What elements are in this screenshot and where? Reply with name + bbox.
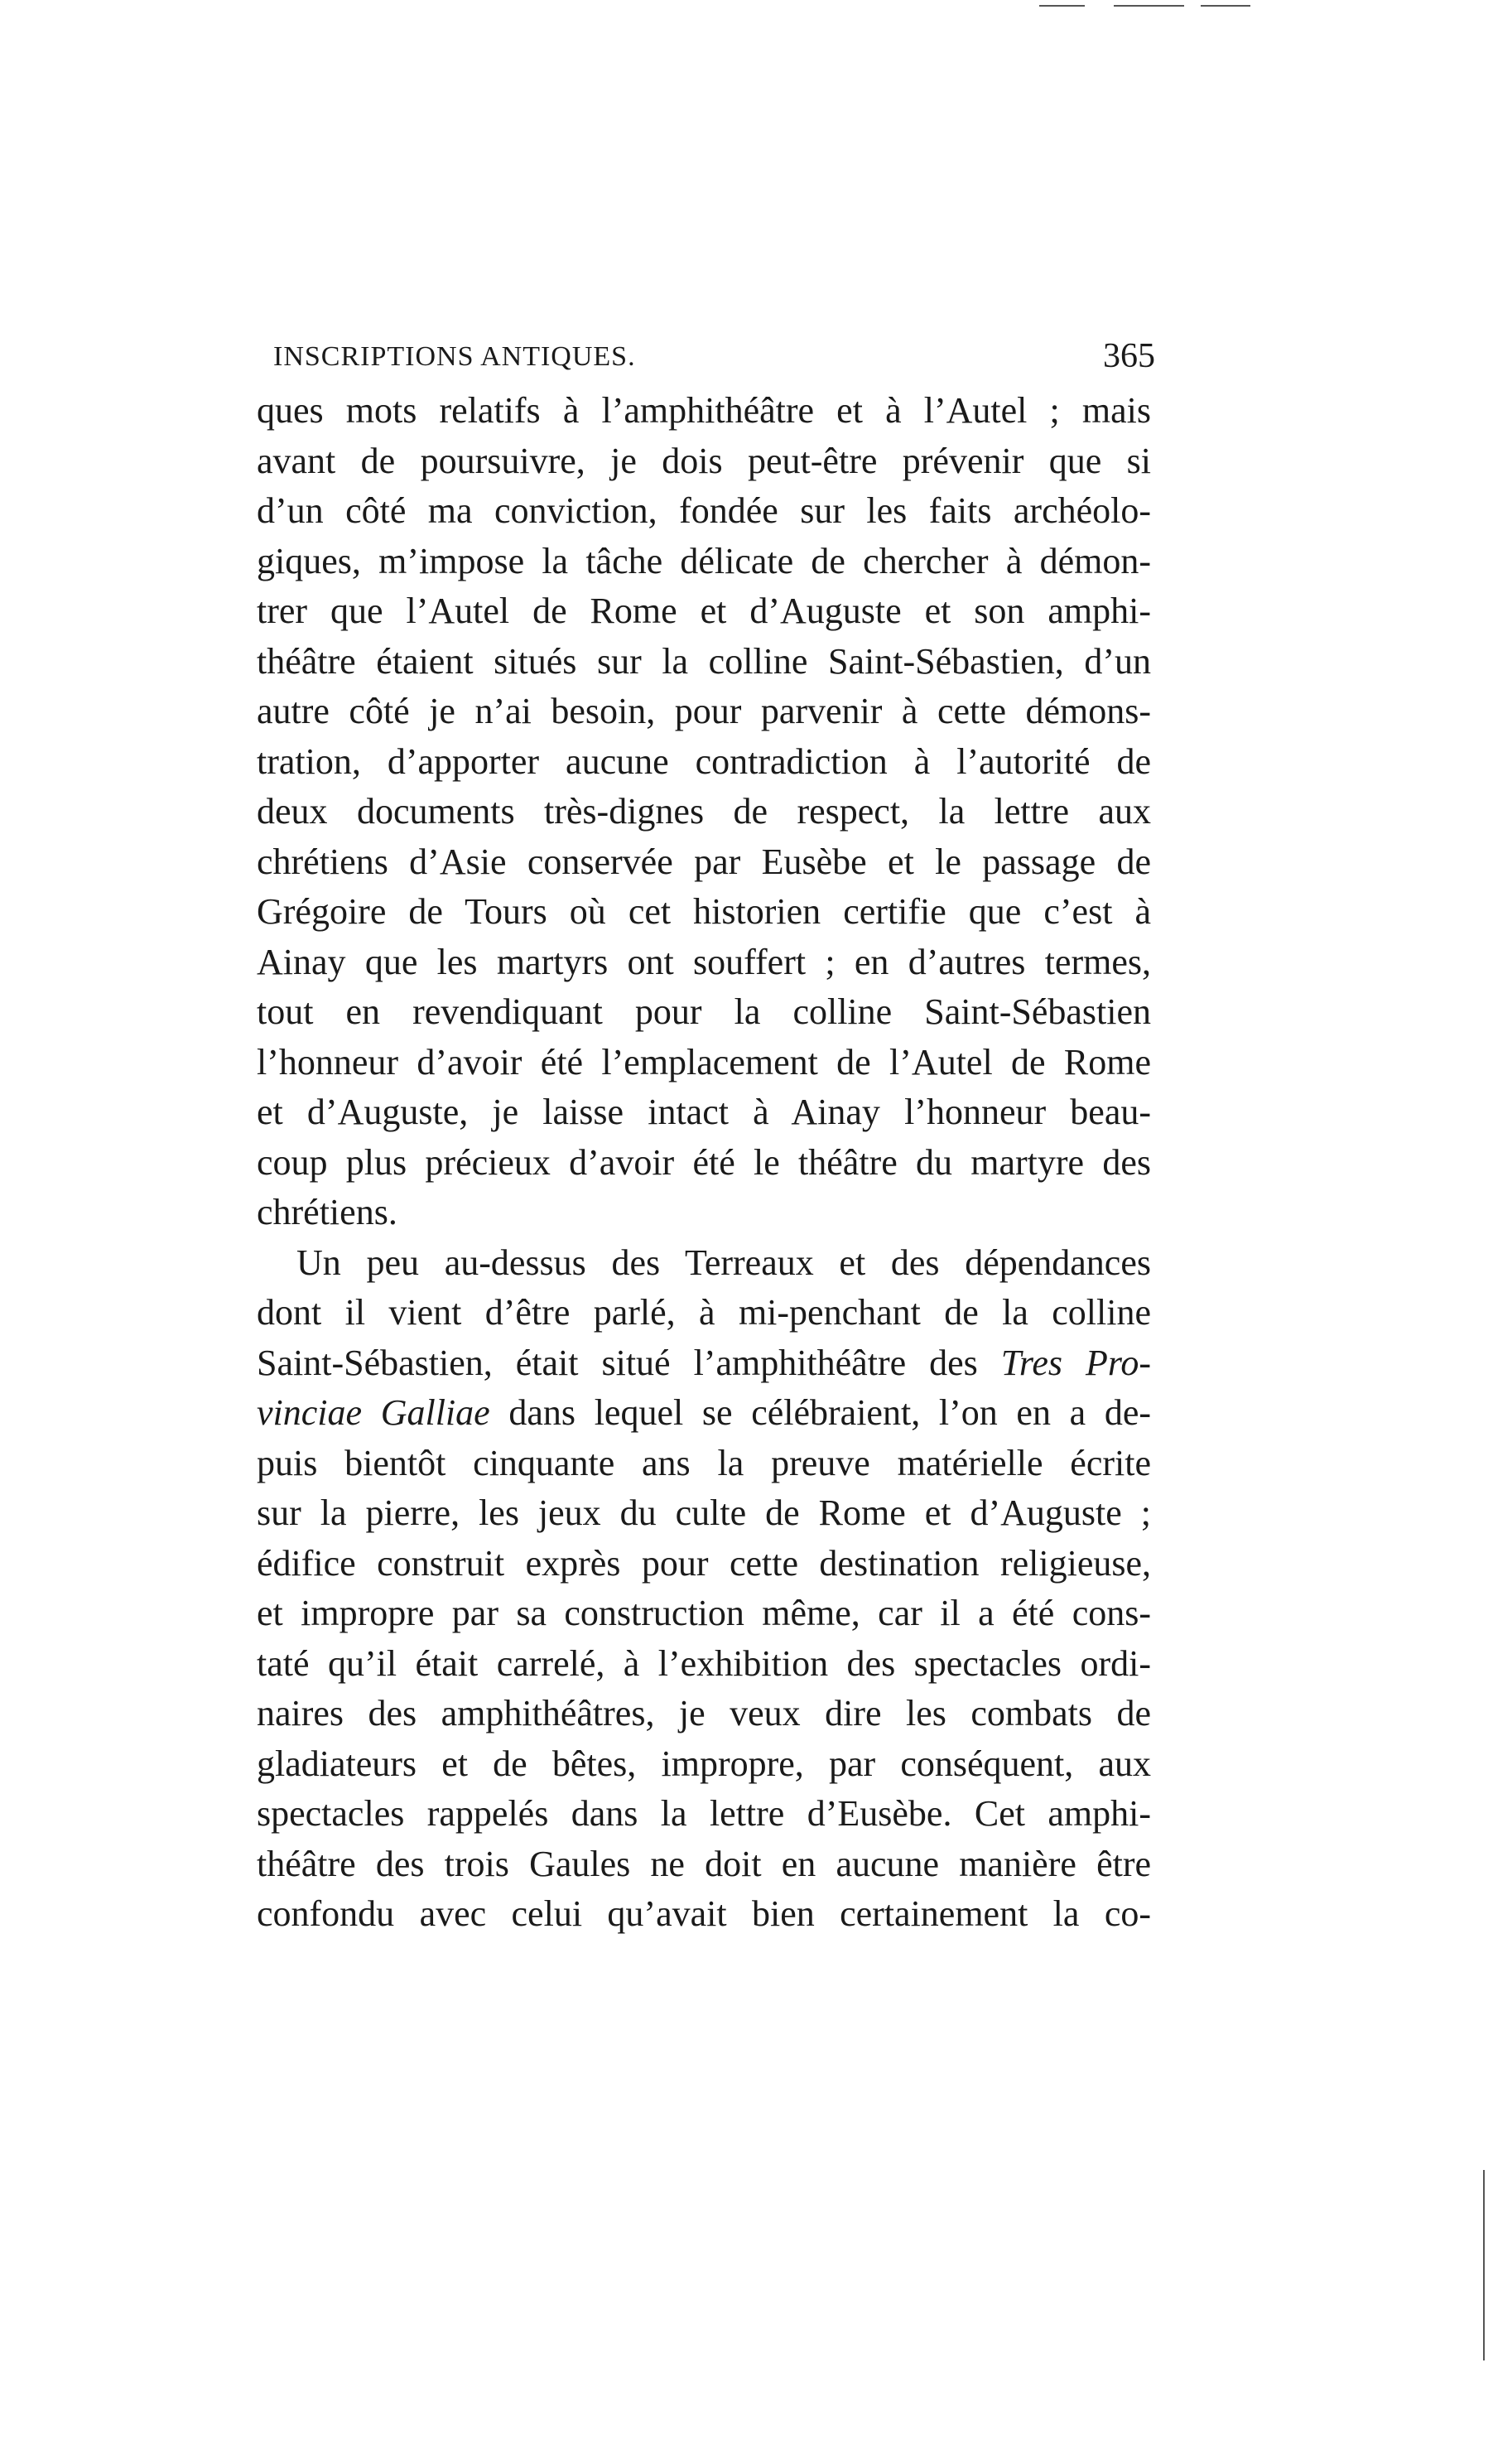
text-line: tout en revendiquant pour la colline Saint-Sébastien [257, 991, 1151, 1032]
text-line: théâtre des trois Gaules ne doit en aucune manière être [257, 1843, 1151, 1884]
scan-edge-mark [1201, 5, 1250, 7]
text-line: trer que l’Autel de Rome et d’Auguste et son amphi- [257, 591, 1151, 631]
text-line: l’honneur d’avoir été l’emplacement de l’Autel de Rome [257, 1041, 1151, 1083]
text-line: chrétiens. [257, 1192, 397, 1232]
text-line: ques mots relatifs à l’amphithéâtre et à l’Autel ; mais [257, 390, 1151, 431]
italic-term: Tres Pro- [1000, 1342, 1151, 1383]
text-line: coup plus précieux d’avoir été le théâtre du martyre des [257, 1141, 1151, 1183]
text-line: et impropre par sa construction même, car il a été cons- [257, 1593, 1151, 1633]
text-line: tration, d’apporter aucune contradiction à l’autorité de [257, 740, 1151, 782]
text-line: Grégoire de Tours où cet historien certifie que c’est à [257, 891, 1151, 932]
text-line: taté qu’il était carrelé, à l’exhibition des spectacles ordi- [257, 1642, 1151, 1684]
text-line: puis bientôt cinquante ans la preuve matérielle écrite [257, 1442, 1151, 1483]
text-line: chrétiens d’Asie conservée par Eusèbe et le passage de [257, 841, 1151, 882]
text-line: d’un côté ma conviction, fondée sur les faits archéolo- [257, 490, 1151, 531]
text-line: Un peu au-dessus des Terreaux et des dépendances [296, 1242, 1151, 1283]
text-span: Saint-Sébastien, était situé l’amphithéâtre des [257, 1342, 1001, 1383]
text-line: théâtre étaient situés sur la colline Saint-Sébastien, d’un [257, 640, 1151, 682]
running-title: INSCRIPTIONS ANTIQUES. [273, 341, 636, 372]
paragraph [257, 386, 1151, 1238]
scan-edge-mark [1114, 5, 1184, 7]
scan-edge-mark [1039, 5, 1085, 7]
body-text [257, 386, 1151, 1940]
text-line: Ainay que les martyrs ont souffert ; en d’autres termes, [257, 941, 1151, 982]
scan-edge-mark [1483, 2170, 1485, 2360]
page-number: 365 [1103, 337, 1155, 375]
text-line: dont il vient d’être parlé, à mi-penchant de la colline [257, 1292, 1151, 1333]
text-line: autre côté je n’ai besoin, pour parvenir à cette démons- [257, 691, 1151, 731]
text-line: spectacles rappelés dans la lettre d’Eusèbe. Cet amphi- [257, 1793, 1151, 1834]
text-line [257, 1388, 1151, 1439]
text-line: deux documents très-dignes de respect, la lettre aux [257, 791, 1151, 832]
text-line: sur la pierre, les jeux du culte de Rome et d’Auguste ; [257, 1492, 1151, 1533]
text-line: naires des amphithéâtres, je veux dire les combats de [257, 1693, 1151, 1733]
paragraph [257, 1238, 1151, 1940]
text-line: et d’Auguste, je laisse intact à Ainay l’honneur beau- [257, 1092, 1151, 1132]
text-line: giques, m’impose la tâche délicate de chercher à démon- [257, 540, 1151, 581]
text-line: confondu avec celui qu’avait bien certainement la co- [257, 1893, 1151, 1934]
text-span: dans lequel se célébraient, l’on en a de- [489, 1392, 1152, 1433]
italic-term: vinciae Galliae [257, 1392, 490, 1433]
text-line: avant de poursuivre, je dois peut-être prévenir que si [257, 440, 1151, 481]
text-line: édifice construit exprès pour cette destination religieuse, [257, 1542, 1151, 1584]
text-line [257, 1338, 1151, 1389]
text-line: gladiateurs et de bêtes, impropre, par conséquent, aux [257, 1743, 1151, 1784]
